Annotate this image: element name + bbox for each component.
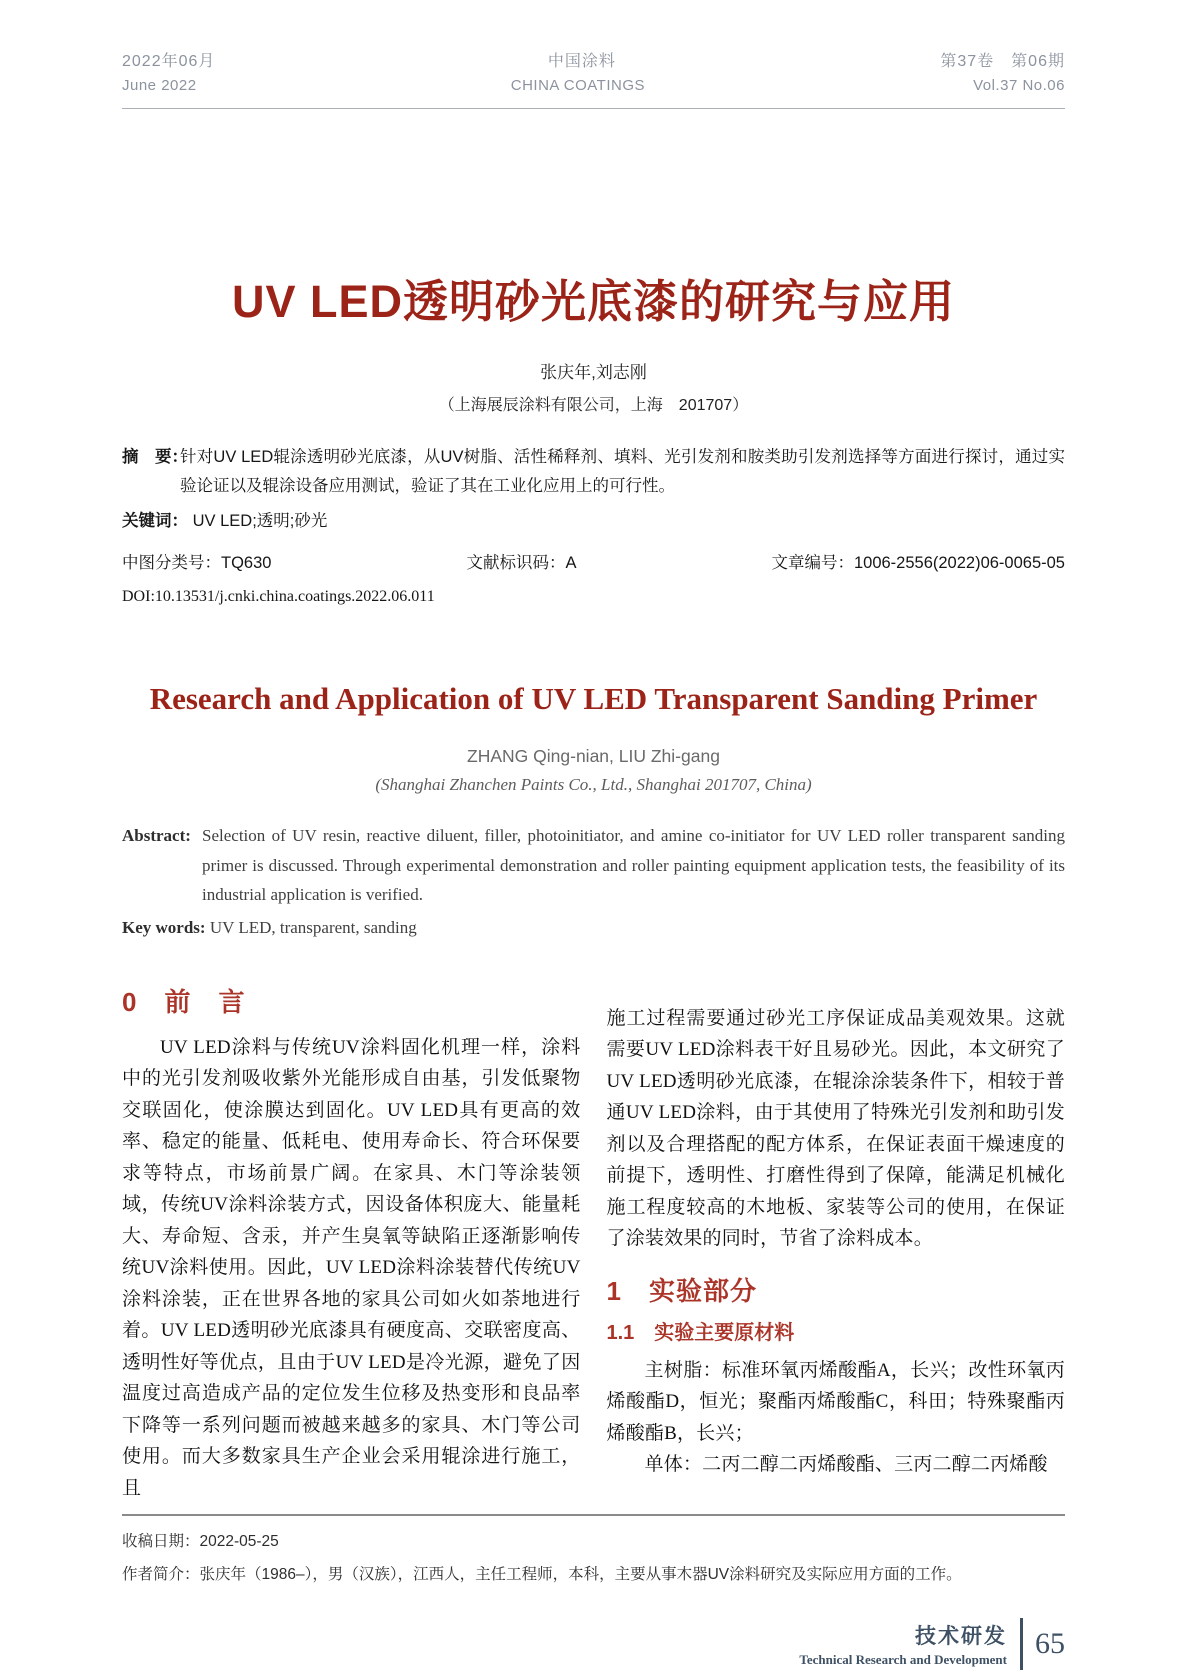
section-0-paragraph-continued: 施工过程需要通过砂光工序保证成品美观效果。这就需要UV LED涂料表干好且易砂光。因此，本文研究了UV LED透明砂光底漆，在辊涂涂装条件下，相较于普通UV LED涂料，由于其使用了特殊光引发剂和助引发剂以及合理搭配的配方体系，在保证表面干燥速度的前提下，透明性、打磨性得到了保障，能满足机械化施工程度较高的木地板、家装等公司的使用，在保证了涂装效果的同时，节省了涂料成本。 [606,1007,1065,1249]
column-left [122,982,581,1505]
section-1-1-paragraph-1: 主树脂：标准环氧丙烯酸酯A，长兴；改性环氧丙烯酸酯D，恒光；聚酯丙烯酸酯C，科田；特殊聚酯丙烯酸酯B，长兴； [606,1359,1065,1444]
document-code: 文献标识码：A [466,554,577,572]
running-head [122,0,1065,109]
category-en: Technical Research and Development [799,1652,1007,1667]
page-footer [122,1618,1065,1670]
column-right [607,982,1066,1505]
running-head-date [122,50,215,98]
column-category [799,1620,1007,1668]
section-1-heading: 1 实验部分 [606,1275,757,1306]
keywords-cn-label: 关键词： [122,512,188,530]
keywords-en-text: UV LED, transparent, sanding [209,917,417,937]
author-bio: 作者简介：张庆年（1986–），男（汉族），江西人，主任工程师，本科，主要从事木器UV涂料研究及实际应用方面的工作。 [122,1566,962,1583]
section-0-paragraph: UV LED涂料与传统UV涂料固化机理一样，涂料中的光引发剂吸收紫外光能形成自由基，引发低聚物交联固化，使涂膜达到固化。UV LED具有更高的效率、稳定的能量、低耗电、使用寿命长、符合环保要求等特点，市场前景广阔。在家具、木门等涂装领域，传统UV涂料涂装方式，因设备体积庞大、能量耗大、寿命短、含汞，并产生臭氧等缺陷正逐渐影响传统UV涂料使用。因此，UV LED涂料涂装替代传统UV涂料涂装，正在世界各地的家具公司如火如荼地进行着。UV LED透明砂光底漆具有硬度高、交联密度高、透明性好等优点，且由于UV LED是冷光源，避免了因温度过高造成产品的定位发生位移及热变形和良品率下降等一系列问题而被越来越多的家具、木门等公司使用。而大多数家具生产企业会采用辊涂进行施工，且 [122,1036,581,1499]
section-1-1-paragraph-2: 单体：二丙二醇二丙烯酸酯、三丙二醇二丙烯酸 [644,1454,1048,1475]
keywords-cn-text: UV LED;透明;砂光 [192,512,328,530]
page-number: 65 [1035,1627,1065,1660]
affiliation-cn: （上海展辰涂料有限公司，上海 201707） [438,397,749,414]
article-title-en: Research and Application of UV LED Transparent Sanding Primer [149,681,1038,716]
journal-name-en: CHINA COATINGS [510,77,646,94]
article-title-cn: UV LED透明砂光底漆的研究与应用 [231,276,955,327]
doi: DOI:10.13531/j.cnki.china.coatings.2022.06.011 [122,588,435,605]
abstract-cn-label: 摘 要： [122,448,188,466]
footer-divider [1020,1618,1023,1670]
journal-name-cn: 中国涂料 [547,53,616,70]
keywords-en [122,918,1065,938]
date-cn: 2022年06月 [122,53,216,70]
keywords-cn [122,507,1065,531]
issue-en: Vol.37 No.06 [973,77,1065,94]
abstract-en-text: Selection of UV resin, reactive diluent, filler, photoinitiator, and amine co-initiator for UV LED roller transparent sanding primer is discussed. Through experimental demonstration and roller painting equipment application tests, the feasibility of its industrial application is verified. [202,826,1065,904]
section-1-1-heading: 1.1 实验主要原材料 [606,1321,795,1344]
received-date: 收稿日期：2022-05-25 [122,1533,279,1550]
abstract-cn-text: 针对UV LED辊涂透明砂光底漆，从UV树脂、活性稀释剂、填料、光引发剂和胺类助引发剂选择等方面进行探讨，通过实验论证以及辊涂设备应用测试，验证了其在工业化应用上的可行性。 [180,448,1065,495]
section-0-heading: 0 前 言 [122,986,246,1017]
affiliation-en: (Shanghai Zhanchen Paints Co., Ltd., Shanghai 201707, China) [375,775,812,794]
clc-number: 中图分类号：TQ630 [122,554,272,572]
authors-en: ZHANG Qing-nian, LIU Zhi-gang [467,746,720,766]
issue-cn: 第37卷 第06期 [940,53,1065,70]
category-cn: 技术研发 [915,1625,1007,1648]
authors-cn: 张庆年,刘志刚 [540,363,647,382]
abstract-en-label: Abstract: [122,826,191,845]
abstract-cn [122,443,1065,501]
body-columns [122,982,1065,1505]
keywords-en-label: Key words: [122,917,206,937]
running-head-journal [511,50,645,98]
article-number: 文章编号：1006-2556(2022)06-0065-05 [771,554,1065,572]
running-head-issue [940,50,1065,98]
footnote-block [122,1514,1065,1584]
abstract-en [122,821,1065,910]
date-en: June 2022 [122,77,197,94]
classification-row [122,549,1065,573]
